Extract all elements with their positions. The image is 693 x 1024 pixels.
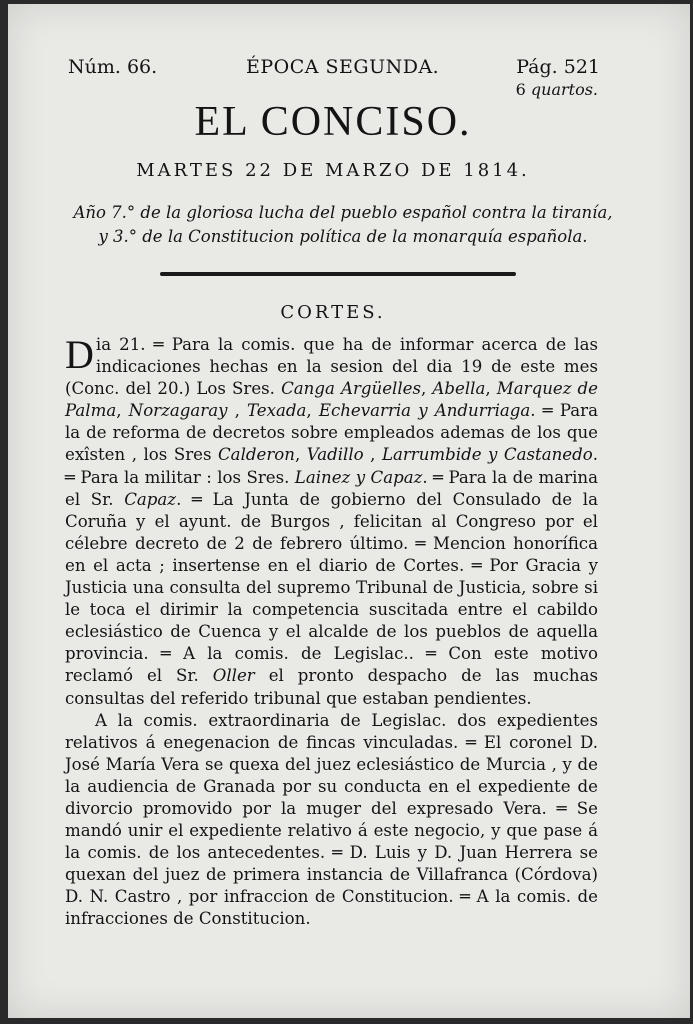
name-run: Norzagaray bbox=[128, 401, 228, 421]
name-run: Canga Argüelles bbox=[281, 379, 421, 399]
epoch-label: ÉPOCA SEGUNDA. bbox=[246, 56, 440, 78]
text-run: , bbox=[485, 379, 497, 399]
motto-line-2: y 3.° de la Constitucion política de la monarquía española. bbox=[98, 227, 588, 246]
text-run: , bbox=[363, 445, 382, 465]
page-number: Pág. 521 bbox=[516, 56, 600, 78]
name-run: Capaz bbox=[124, 489, 177, 509]
motto-line-1: Año 7.° de la gloriosa lucha del pueblo español contra la tiranía, bbox=[73, 203, 613, 222]
price-word: quartos. bbox=[530, 80, 598, 99]
masthead-title: EL CONCISO. bbox=[194, 99, 472, 145]
paragraph-1 bbox=[65, 334, 598, 710]
name-run: Oller bbox=[212, 666, 255, 686]
motto bbox=[48, 201, 638, 249]
text-run: ia 21. ═ Para la comis. que ha de informar acerca de las indicaciones hechas en la sesion del dia 19 de este mes (Conc. del 20.) Los Sres. bbox=[65, 335, 598, 399]
text-run: , bbox=[227, 401, 248, 421]
name-run: Echevarria y Andurriaga bbox=[318, 401, 531, 421]
text-run: . ═ Para la militar : los Sres. bbox=[65, 445, 599, 487]
name-run: Vadillo bbox=[306, 445, 364, 465]
drop-cap: D bbox=[65, 332, 94, 377]
newspaper-page bbox=[8, 4, 690, 1018]
text-run: , bbox=[306, 401, 319, 421]
name-run: Texada bbox=[247, 401, 307, 421]
text-run: el pronto despacho de las muchas consultas del referido tribunal que estaban pendientes. bbox=[65, 666, 598, 708]
price-number: 6 bbox=[515, 80, 526, 99]
issue-date: MARTES 22 DE MARZO DE 1814. bbox=[136, 160, 530, 181]
name-run: Marquez de Palma bbox=[65, 379, 599, 421]
paragraph-2: A la comis. extraordinaria de Legislac. dos expedientes relativos á enegenacion de fincas vinculadas. ═ El coronel D. José María Vera se quexa del juez eclesiástico de Murcia , y de la audiencia de Granada por su conducta en el expediente de divorcio promovido por la muger del expresado Vera. ═ Se mandó unir el expediente relativo á este negocio, y que pase á la comis. de los antecedentes. ═ D. Luis y D. Juan Herrera se quexan del juez de primera instancia de Villafranca (Córdova) D. N. Castro , por infraccion de Constitucion. ═ A la comis. de infracciones de Constitucion. bbox=[65, 710, 598, 929]
text-run: , bbox=[421, 379, 433, 399]
text-run: . ═ Para la de reforma de decretos sobre empleados ademas de los que exîsten , los Sres bbox=[65, 401, 598, 465]
divider-rule bbox=[160, 272, 516, 276]
article-body bbox=[65, 334, 598, 931]
price bbox=[516, 80, 598, 99]
name-run: Abella bbox=[432, 379, 486, 399]
name-run: Calderon bbox=[217, 445, 295, 465]
text-run: , bbox=[116, 401, 129, 421]
name-run: Lainez y Capaz bbox=[294, 467, 423, 487]
section-title: CORTES. bbox=[280, 302, 386, 323]
issue-number: Núm. 66. bbox=[68, 56, 158, 78]
text-run: . ═ La Junta de gobierno del Consulado de la Coruña y el ayunt. de Burgos , felicitan al Congreso por el célebre decreto de 2 de febrero último. ═ Mencion honorífica en el acta ; insertense en el diario de Cortes. ═ Por Gracia y Justicia una consulta del supremo Tribunal de Justicia, sobre si le toca el dirimir la competencia suscitada entre el cabildo eclesiástico de Cuenca y el alcalde de los pueblos de aquella provincia. ═ A la comis. de Legislac.. ═ Con este motivo reclamó el Sr. bbox=[65, 489, 598, 686]
text-run: , bbox=[294, 445, 307, 465]
name-run: Larrumbide y Castanedo bbox=[381, 445, 593, 465]
text-run: . ═ Para la de marina el Sr. bbox=[65, 467, 598, 509]
